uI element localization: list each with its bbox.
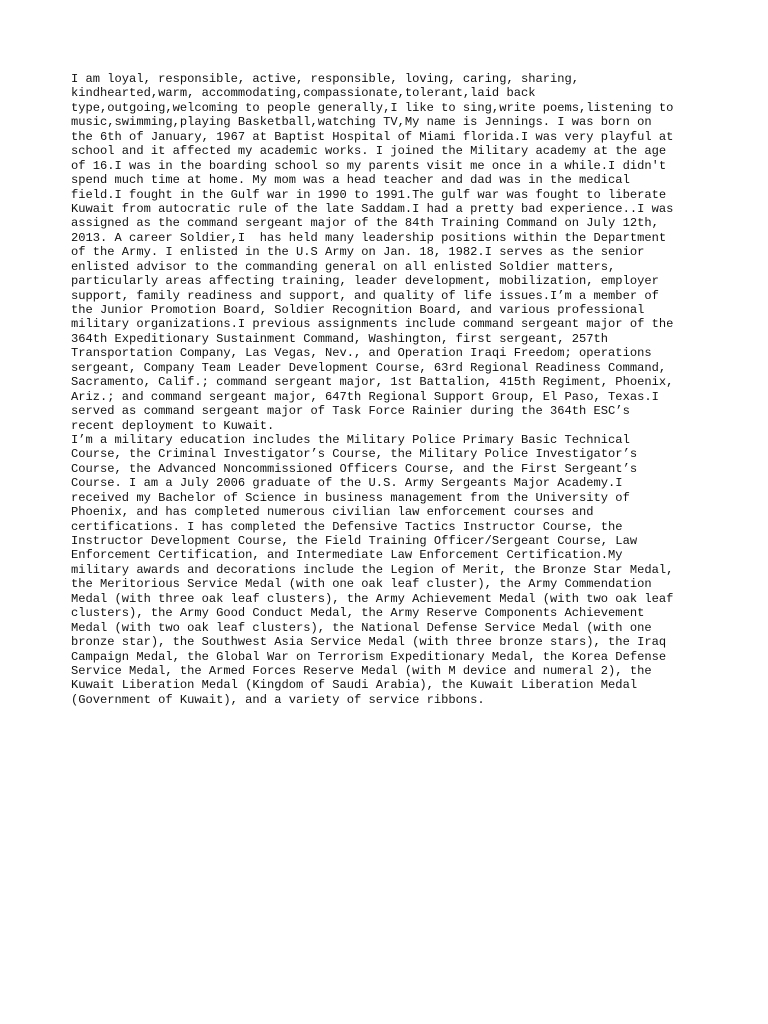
text-line: received my Bachelor of Science in business management from the University of [71, 490, 630, 505]
text-line: assigned as the command sergeant major of the 84th Training Command on July 12th, [71, 216, 659, 231]
text-line: the Junior Promotion Board, Soldier Recognition Board, and various professional [71, 303, 645, 317]
text-line: 364th Expeditionary Sustainment Command, Washington, first sergeant, 257th [71, 331, 609, 346]
text-line: Medal (with three oak leaf clusters), the Army Achievement Medal (with two oak leaf [71, 591, 674, 606]
text-line: Service Medal, the Armed Forces Reserve Medal (with M device and numeral 2), the [71, 663, 652, 678]
text-line: I’m a military education includes the Military Police Primary Basic Technical [71, 432, 630, 447]
text-line: served as command sergeant major of Task Force Rainier during the 364th ESC’s [71, 404, 630, 419]
text-line: Medal (with two oak leaf clusters), the National Defense Service Medal (with one [71, 620, 652, 635]
text-line: the 6th of January, 1967 at Baptist Hospital of Miami florida.I was very playful at [71, 129, 674, 144]
text-line: 2013. A career Soldier,I has held many leadership positions within the Department [71, 230, 667, 245]
document-body [71, 72, 711, 707]
text-line: school and it affected my academic works. I joined the Military academy at the age [71, 144, 667, 159]
text-line: I am loyal, responsible, active, responsible, loving, caring, sharing, [71, 72, 580, 86]
text-line: enlisted advisor to the commanding general on all enlisted Soldier matters, [71, 259, 616, 274]
text-line: Ariz.; and command sergeant major, 647th Regional Support Group, El Paso, Texas.I [71, 389, 659, 404]
text-line: Course. I am a July 2006 graduate of the U.S. Army Sergeants Major Academy.I [71, 476, 623, 491]
text-line: Course, the Advanced Noncommissioned Officers Course, and the First Sergeant’s [71, 461, 638, 476]
text-line: certifications. I has completed the Defensive Tactics Instructor Course, the [71, 519, 623, 534]
text-line: Enforcement Certification, and Intermediate Law Enforcement Certification.My [71, 548, 623, 563]
text-line: type,outgoing,welcoming to people generally,I like to sing,write poems,listening to [71, 100, 674, 115]
text-line: (Government of Kuwait), and a variety of service ribbons. [71, 692, 485, 707]
text-line: recent deployment to Kuwait. [71, 418, 275, 433]
text-line: of 16.I was in the boarding school so my parents visit me once in a while.I didn't [71, 158, 667, 173]
text-line: the Meritorious Service Medal (with one oak leaf cluster), the Army Commendation [71, 577, 652, 592]
text-line: Phoenix, and has completed numerous civilian law enforcement courses and [71, 505, 594, 520]
text-line: of the Army. I enlisted in the U.S Army on Jan. 18, 1982.I serves as the senior [71, 245, 645, 260]
text-line: Kuwait from autocratic rule of the late Saddam.I had a pretty bad experience..I was [71, 201, 674, 216]
text-line: music,swimming,playing Basketball,watching TV,My name is Jennings. I was born on [71, 115, 652, 130]
text-line: Course, the Criminal Investigator’s Course, the Military Police Investigator’s [71, 447, 638, 462]
text-line: particularly areas affecting training, leader development, mobilization, employer [71, 274, 659, 289]
text-line: clusters), the Army Good Conduct Medal, the Army Reserve Components Achievement [71, 606, 645, 621]
text-line: Kuwait Liberation Medal (Kingdom of Saudi Arabia), the Kuwait Liberation Medal [71, 678, 638, 693]
text-line: bronze star), the Southwest Asia Service Medal (with three bronze stars), the Iraq [71, 635, 667, 650]
text-line: Transportation Company, Las Vegas, Nev., and Operation Iraqi Freedom; operations [71, 346, 652, 361]
text-line: spend much time at home. My mom was a head teacher and dad was in the medical [71, 173, 630, 188]
text-line: Instructor Development Course, the Field Training Officer/Sergeant Course, Law [71, 534, 638, 548]
text-line: Campaign Medal, the Global War on Terrorism Expeditionary Medal, the Korea Defense [71, 649, 667, 664]
text-line: Sacramento, Calif.; command sergeant major, 1st Battalion, 415th Regiment, Phoenix, [71, 375, 674, 390]
text-line: field.I fought in the Gulf war in 1990 to 1991.The gulf war was fought to liberate [71, 187, 667, 202]
text-line: military organizations.I previous assignments include command sergeant major of the [71, 317, 674, 332]
text-line: military awards and decorations include the Legion of Merit, the Bronze Star Medal, [71, 562, 674, 577]
text-line: support, family readiness and support, and quality of life issues.I’m a member of [71, 288, 659, 303]
text-line: kindhearted,warm, accommodating,compassionate,tolerant,laid back [71, 86, 536, 101]
text-line: sergeant, Company Team Leader Development Course, 63rd Regional Readiness Command, [71, 360, 667, 375]
